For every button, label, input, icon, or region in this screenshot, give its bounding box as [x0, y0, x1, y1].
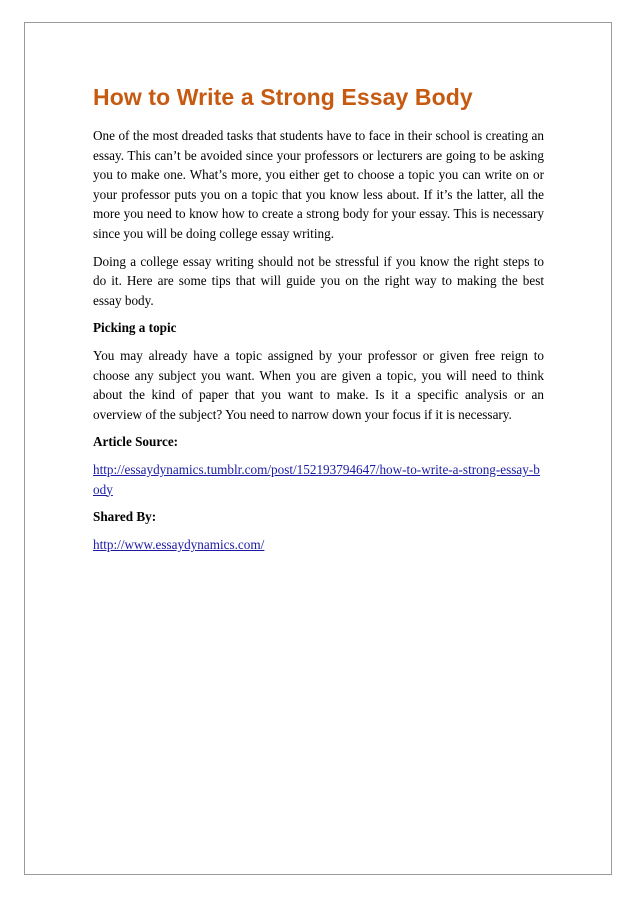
tips-paragraph: Doing a college essay writing should not be stressful if you know the right steps to do it. Here are some tips that will guide you on the right way to making the best essay body.	[93, 253, 544, 308]
section-heading: Picking a topic	[93, 320, 177, 336]
intro-paragraph: One of the most dreaded tasks that students have to face in their school is creating an essay. This can’t be avoided since your professors or lecturers are going to be asking you to make one. What’s more, you either get to choose a topic you can write on or your professor puts you on a topic that you know less about. If it’s the latter, all the more you need to know how to create a strong body for your essay. This is necessary since you will be doing college essay writing.	[93, 128, 544, 241]
section-paragraph: You may already have a topic assigned by your professor or given free reign to choose any subject you want. When you are given a topic, you will need to think about the kind of paper that you want to make. Is it a specific analysis or an overview of the subject? You need to narrow down your focus if it is necessary.	[93, 347, 544, 422]
shared-by-link-wrap	[93, 535, 544, 555]
article-source-link[interactable]: http://essaydynamics.tumblr.com/post/152193794647/how-to-write-a-strong-essay-body	[93, 461, 540, 497]
article-source-link-wrap	[93, 460, 544, 499]
document-body	[93, 82, 544, 562]
shared-by-label: Shared By:	[93, 509, 157, 525]
shared-by-link[interactable]: http://www.essaydynamics.com/	[93, 536, 265, 552]
document-title: How to Write a Strong Essay Body	[93, 84, 473, 110]
article-source-label: Article Source:	[93, 434, 179, 450]
